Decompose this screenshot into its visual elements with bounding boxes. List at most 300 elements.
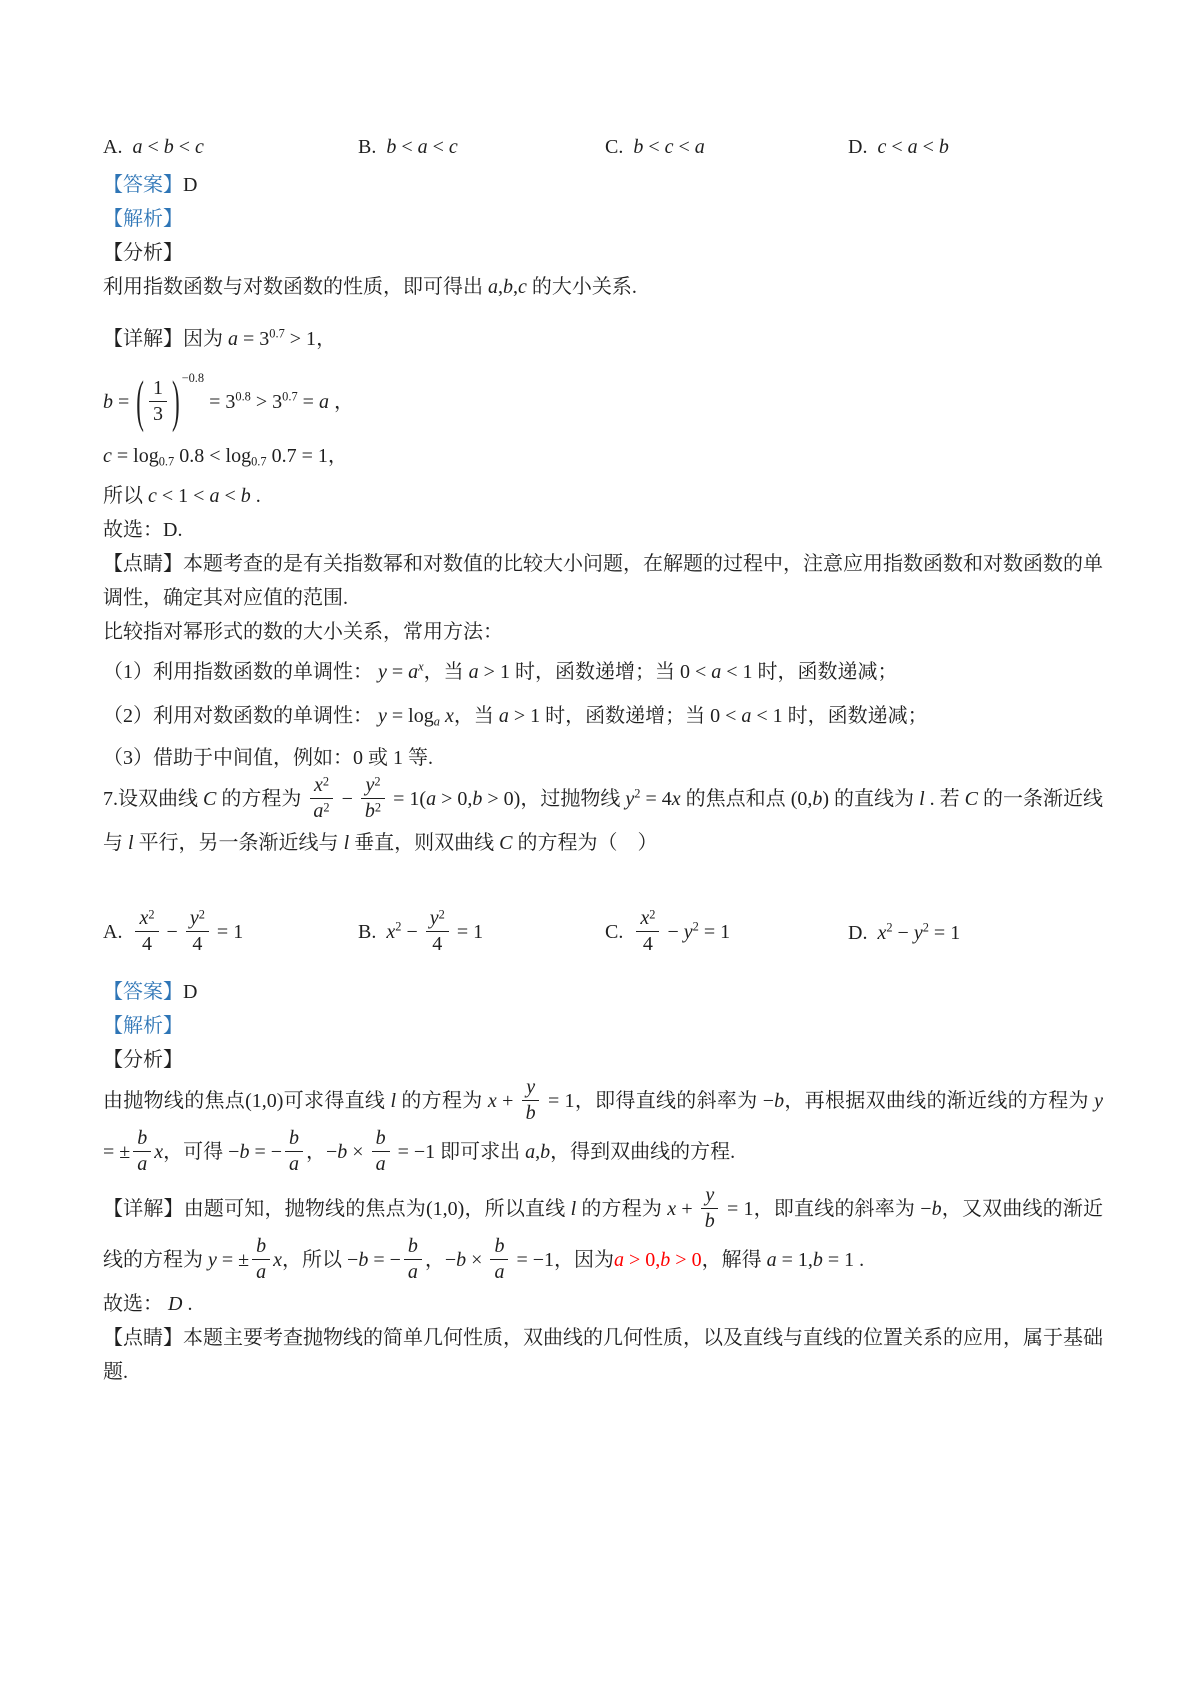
math-variable: x <box>487 1090 497 1113</box>
cjk-text: ，过抛物线 <box>520 788 626 811</box>
math-variable: b <box>358 1249 369 1272</box>
math-roman: = −1 <box>511 1249 555 1272</box>
math-variable: x <box>273 1249 283 1272</box>
math-roman: − <box>161 921 183 944</box>
cjk-text: ，得到双曲线的方程. <box>550 1141 736 1164</box>
math-variable: x <box>313 773 323 796</box>
math-variable: l <box>570 1198 577 1221</box>
q7-dianjing <box>103 1321 1103 1389</box>
q6-formula-c <box>103 439 1103 473</box>
cjk-text: 比较指对幂形式的数的大小关系，常用方法： <box>103 620 503 643</box>
superscript: 2 <box>634 786 641 801</box>
cjk-text: 的直线为 <box>829 788 920 811</box>
math-roman: = <box>113 391 135 414</box>
fraction-denominator <box>138 932 156 957</box>
cjk-text: 的大小关系. <box>526 276 637 298</box>
math-variable: C <box>964 788 978 811</box>
big-paren: ) <box>171 370 180 433</box>
fraction-numerator <box>310 773 333 799</box>
math-roman: > 1 <box>478 660 515 683</box>
math-variable: l <box>390 1090 397 1113</box>
math-variable: a <box>711 660 722 683</box>
math-variable: b <box>407 1234 418 1257</box>
option-cell <box>358 130 605 164</box>
cjk-text: 【分析】 <box>103 242 183 264</box>
cjk-text: 时，函数递增；当 <box>545 704 711 727</box>
math-variable: b <box>137 1126 148 1149</box>
fraction <box>149 376 167 427</box>
cjk-text: 平行，另一条渐近线与 <box>133 831 344 854</box>
math-variable: a <box>228 328 238 350</box>
superscript: 2 <box>886 920 893 935</box>
math-variable: b <box>163 136 174 158</box>
math-roman: > 1 <box>508 704 546 727</box>
math-variable: b <box>103 391 113 414</box>
q6-analysis-text <box>103 270 1103 304</box>
fraction-denominator <box>252 1260 270 1285</box>
q6-options-row <box>103 130 1103 164</box>
subscript: 0.7 <box>158 454 175 469</box>
q7-guxuan <box>103 1287 1103 1321</box>
superscript: 2 <box>395 919 402 934</box>
math-roman: D. <box>848 922 878 945</box>
math-roman: = 1 <box>211 921 244 944</box>
superscript: 0.7 <box>269 326 285 341</box>
fraction <box>135 906 158 957</box>
math-variable: b <box>364 799 375 822</box>
math-roman: − <box>347 1249 359 1272</box>
superscript: 2 <box>148 907 155 922</box>
math-variable: a <box>525 1141 536 1164</box>
option-cell <box>605 908 848 959</box>
q6-answer <box>103 168 1103 202</box>
math-variable: c <box>148 484 157 507</box>
math-variable: b <box>494 1234 505 1257</box>
cjk-text: （3）借助于中间值，例如： <box>103 746 353 769</box>
math-roman: > 0, <box>624 1249 661 1272</box>
section-label-blue: 【答案】 <box>103 174 183 196</box>
math-variable: b <box>503 276 513 298</box>
fraction <box>361 773 385 824</box>
math-roman: , <box>498 276 503 298</box>
math-roman: − <box>762 1090 775 1113</box>
cjk-text: 可求得直线 <box>283 1090 391 1113</box>
math-roman: = log <box>111 444 159 467</box>
math-roman: < <box>917 136 939 158</box>
math-variable: b <box>812 788 823 811</box>
cjk-text: ， <box>316 328 337 350</box>
fraction <box>636 906 659 957</box>
fraction <box>404 1234 422 1285</box>
cjk-text: 或 <box>363 746 393 769</box>
math-roman: 4 <box>432 932 443 955</box>
cjk-text: 即可求出 <box>440 1141 526 1164</box>
option-cell <box>848 916 1103 950</box>
fraction-numerator <box>135 906 158 932</box>
math-roman: < <box>142 136 164 158</box>
math-roman: = 1, <box>776 1249 813 1272</box>
fraction-numerator <box>404 1234 422 1260</box>
option-cell <box>103 130 358 164</box>
math-variable: b <box>386 136 397 158</box>
math-variable: C <box>203 788 217 811</box>
math-variable: a <box>132 136 143 158</box>
math-roman: , <box>535 1141 541 1164</box>
math-roman: < 1 < <box>156 484 210 507</box>
fraction-numerator <box>522 1075 539 1101</box>
math-variable: a <box>494 1260 505 1283</box>
math-roman: B. <box>358 136 387 158</box>
fraction-numerator <box>426 906 449 932</box>
fraction <box>372 1126 390 1177</box>
fraction <box>522 1075 540 1126</box>
math-roman: < 1 <box>721 660 758 683</box>
math-roman: = 1 <box>542 1090 575 1113</box>
math-variable: b <box>812 1249 823 1272</box>
math-roman: 3 <box>152 402 163 425</box>
math-roman: = 3 <box>238 328 270 350</box>
math-variable: a <box>426 788 437 811</box>
fraction-denominator <box>361 799 385 824</box>
math-variable: a <box>289 1152 299 1175</box>
fraction-denominator <box>133 1152 151 1177</box>
math-variable: C <box>499 831 513 854</box>
q7-options-row <box>103 908 1103 959</box>
math-roman: = 1( <box>388 788 427 811</box>
math-roman: − <box>892 922 914 945</box>
math-variable: y <box>913 922 923 945</box>
math-variable: b <box>472 788 483 811</box>
fraction-denominator <box>149 402 167 427</box>
math-roman: < <box>643 136 665 158</box>
math-variable: y <box>1094 1090 1104 1113</box>
cjk-text: 等. <box>403 746 433 769</box>
math-variable: a <box>694 136 705 158</box>
math-roman: > 0, <box>436 788 473 811</box>
math-roman: > 1 <box>284 328 317 350</box>
math-roman: 1 <box>152 376 163 399</box>
math-roman: 0.8 < log <box>174 444 252 467</box>
q7-fenxi-label <box>103 1043 1103 1077</box>
math-variable: a <box>256 1260 267 1283</box>
math-variable: b <box>660 1249 671 1272</box>
cjk-text: 7.设双曲线 <box>103 788 204 811</box>
math-roman: + <box>496 1090 519 1113</box>
math-variable: y <box>683 921 693 944</box>
cjk-text: ，因为 <box>554 1249 615 1272</box>
cjk-text: 【点睛】本题考查的是有关指数幂和对数值的比较大小问题，在解题的过程中，注意应用指数函数和对数函数的单调性，确定其对应值的范围. <box>103 552 1103 609</box>
math-roman: 0 < <box>710 704 742 727</box>
fraction-numerator <box>285 1126 303 1152</box>
math-variable: c <box>877 136 887 158</box>
q6-suoyi <box>103 479 1103 513</box>
cjk-text: ，再根据双曲线的渐近线的方程为 <box>784 1090 1095 1113</box>
math-roman: − <box>326 1141 338 1164</box>
math-roman: B. <box>358 921 387 944</box>
math-variable: a <box>468 660 479 683</box>
math-roman: (1,0) <box>245 1090 284 1113</box>
math-roman: = 1 <box>822 1249 855 1272</box>
fraction-denominator <box>285 1152 303 1177</box>
cjk-text: 时，函数递减； <box>757 660 898 683</box>
fraction-denominator <box>428 932 446 957</box>
q6-detail-line1 <box>103 322 1103 356</box>
superscript: 2 <box>649 907 656 922</box>
cjk-text: . <box>854 1249 865 1272</box>
section-label-blue: 【答案】 <box>103 980 183 1003</box>
cjk-text: 利用指数函数与对数函数的性质，即可得出 <box>103 276 488 298</box>
math-variable: x <box>139 906 149 929</box>
cjk-text: 【分析】 <box>103 1048 183 1071</box>
math-roman: = <box>386 660 409 683</box>
math-roman: D <box>183 174 198 196</box>
math-roman: D. <box>848 136 878 158</box>
q7-analysis-text <box>103 1077 1103 1179</box>
math-roman: < <box>886 136 908 158</box>
fraction-numerator <box>133 1126 151 1152</box>
math-variable: a <box>137 1152 148 1175</box>
fraction-denominator <box>188 932 206 957</box>
math-roman: < <box>396 136 418 158</box>
cjk-text: （1）利用指数函数的单调性： <box>103 660 378 683</box>
math-roman: = <box>297 391 319 414</box>
q6-formula-b <box>103 370 1103 433</box>
q7-detail-text <box>103 1185 1103 1287</box>
math-roman: 4 <box>192 932 203 955</box>
math-variable: y <box>526 1075 536 1098</box>
q6-dianjing <box>103 547 1103 615</box>
math-variable: b <box>289 1126 299 1149</box>
cjk-text: 的焦点和点 <box>680 788 791 811</box>
cjk-text: 时，函数递增；当 <box>514 660 680 683</box>
cjk-text: ，可得 <box>163 1141 229 1164</box>
math-variable: a <box>417 136 428 158</box>
superscript: 2 <box>374 800 382 815</box>
fraction <box>701 1183 719 1234</box>
superscript: 0.7 <box>282 389 298 404</box>
cjk-text: ，即直线的斜率为 <box>753 1198 921 1221</box>
math-variable: a <box>907 136 918 158</box>
math-variable: a <box>498 704 509 727</box>
math-variable: a <box>375 1152 386 1175</box>
math-roman: (0, <box>790 788 813 811</box>
option-cell <box>848 130 1103 164</box>
math-variable: l <box>343 831 350 854</box>
math-variable: y <box>429 906 439 929</box>
math-variable: b <box>633 136 644 158</box>
superscript: 0.8 <box>235 389 251 404</box>
math-variable: a <box>313 799 324 822</box>
math-variable: a <box>614 1249 625 1272</box>
math-roman: D. <box>163 518 183 541</box>
math-roman: A. <box>103 921 133 944</box>
math-roman: = 1 <box>721 1198 754 1221</box>
math-roman: 1 <box>393 746 403 769</box>
q6-fenxi-label <box>103 236 1103 270</box>
math-roman: C. <box>605 921 634 944</box>
cjk-text: ，所以直线 <box>464 1198 571 1221</box>
math-variable: x <box>671 788 681 811</box>
math-roman: = − <box>368 1249 401 1272</box>
fraction <box>186 906 209 957</box>
cjk-text: 所以 <box>103 484 148 507</box>
math-variable: l <box>128 831 134 854</box>
math-roman: − <box>228 1141 240 1164</box>
fraction-denominator <box>309 799 333 824</box>
math-variable: y <box>705 1183 715 1206</box>
q6-compare-intro <box>103 615 1103 649</box>
option-cell <box>103 908 358 959</box>
fraction-numerator <box>636 906 659 932</box>
math-roman: = ± <box>216 1249 250 1272</box>
math-roman: C. <box>605 136 634 158</box>
fraction-numerator <box>490 1234 508 1260</box>
math-variable: l <box>919 788 925 811</box>
math-roman: = 1 <box>928 922 961 945</box>
q7-answer <box>103 975 1103 1009</box>
math-roman: = ± <box>103 1141 131 1164</box>
cjk-text: 垂直，则双曲线 <box>349 831 500 854</box>
q7-question <box>103 775 1103 860</box>
math-variable: x <box>439 704 454 727</box>
cjk-text: ，当 <box>453 704 499 727</box>
math-roman: 0.7 = 1 <box>266 444 328 467</box>
cjk-text: 时，函数递减； <box>787 704 928 727</box>
fraction <box>426 906 449 957</box>
cjk-text: ，所以 <box>282 1249 348 1272</box>
math-roman: − <box>336 788 358 811</box>
math-roman: = log <box>386 704 434 727</box>
q7-jiexi-label <box>103 1009 1103 1043</box>
cjk-text: ， <box>328 391 354 414</box>
math-variable: c <box>664 136 674 158</box>
section-label-blue: 【解析】 <box>103 208 183 230</box>
q6-method1 <box>103 655 1103 689</box>
math-variable: c <box>195 136 204 158</box>
fraction-numerator <box>361 773 384 799</box>
math-variable: y <box>208 1249 217 1272</box>
fraction-denominator <box>372 1152 390 1177</box>
cjk-text: 的一条渐近线与 <box>103 788 1104 854</box>
cjk-text: 【详解】由题可知，抛物线的焦点为 <box>103 1198 426 1221</box>
fraction <box>285 1126 303 1177</box>
fraction-denominator <box>404 1260 422 1285</box>
math-variable: x <box>667 1198 677 1221</box>
math-roman: = 1 <box>698 921 731 944</box>
cjk-text: （2）利用对数函数的单调性： <box>103 704 378 727</box>
math-roman: (1,0) <box>425 1198 465 1221</box>
q6-method2 <box>103 699 1103 733</box>
fraction <box>133 1126 151 1177</box>
section-label-blue: 【解析】 <box>103 1014 183 1037</box>
q6-method3 <box>103 741 1103 775</box>
math-roman: < <box>427 136 449 158</box>
math-variable: b <box>704 1209 715 1232</box>
document-content <box>103 130 1103 1389</box>
red-emphasis <box>614 1249 702 1271</box>
math-variable: c <box>103 444 112 467</box>
option-cell <box>605 130 848 164</box>
math-variable: a <box>408 660 419 683</box>
big-paren: ( <box>136 370 144 433</box>
math-variable: x <box>154 1141 164 1164</box>
math-variable: b <box>256 1234 267 1257</box>
math-variable: b <box>540 1141 551 1164</box>
superscript: 2 <box>323 800 330 815</box>
math-variable: x <box>640 906 650 929</box>
math-roman: 4 <box>642 932 653 955</box>
math-variable: b <box>938 136 949 158</box>
math-roman: A. <box>103 136 133 158</box>
math-roman: ) <box>822 788 830 811</box>
superscript: 2 <box>922 920 929 935</box>
fraction-numerator <box>252 1234 270 1260</box>
math-roman: × <box>466 1249 488 1272</box>
cjk-text: 由抛物线的焦点 <box>103 1090 246 1113</box>
subscript: a <box>433 714 440 729</box>
math-roman: > 3 <box>250 391 283 414</box>
option-cell <box>358 908 605 959</box>
cjk-text: 【详解】因为 <box>103 328 228 350</box>
math-variable: a <box>407 1260 418 1283</box>
superscript: 2 <box>438 907 445 922</box>
math-roman: < 1 <box>751 704 788 727</box>
fraction-numerator <box>701 1183 718 1209</box>
cjk-text: . <box>182 1292 193 1315</box>
cjk-text: ，又双曲线的渐近线的方程为 <box>103 1198 1104 1272</box>
math-roman: × <box>347 1141 369 1164</box>
fraction-numerator <box>372 1126 390 1152</box>
math-variable: a <box>209 484 220 507</box>
cjk-text: ，解得 <box>701 1249 767 1272</box>
math-variable: y <box>378 660 387 683</box>
cjk-text: 的方程为 <box>216 788 307 811</box>
math-roman: = 4 <box>640 788 672 811</box>
math-variable: b <box>931 1198 942 1221</box>
fraction-denominator <box>639 932 657 957</box>
math-variable: a <box>741 704 752 727</box>
math-variable: b <box>456 1249 467 1272</box>
math-roman: = 3 <box>204 391 236 414</box>
math-variable: c <box>448 136 458 158</box>
math-roman: < <box>173 136 196 158</box>
math-roman: > 0 <box>670 1249 702 1272</box>
cjk-text: . <box>250 484 261 507</box>
math-roman: 0 <box>353 746 363 769</box>
superscript: −0.8 <box>181 371 205 385</box>
cjk-text: 的方程为 <box>396 1090 488 1113</box>
fraction-numerator <box>149 376 167 402</box>
math-variable: b <box>240 484 251 507</box>
cjk-text: 的方程为（ ） <box>512 831 658 854</box>
math-variable: b <box>774 1090 785 1113</box>
math-variable: b <box>375 1126 386 1149</box>
math-roman: > 0) <box>482 788 521 811</box>
math-variable: y <box>378 704 387 727</box>
superscript: 2 <box>322 774 330 789</box>
math-variable: b <box>239 1141 250 1164</box>
cjk-text: 的方程为 <box>576 1198 668 1221</box>
math-roman: D <box>183 980 198 1003</box>
cjk-text: ， <box>306 1141 326 1164</box>
cjk-text: 故选： <box>103 518 163 541</box>
superscript: 2 <box>692 919 699 934</box>
subscript: 0.7 <box>251 454 267 469</box>
superscript: x <box>418 659 424 674</box>
cjk-text: 故选： <box>103 1292 168 1315</box>
math-variable: y <box>365 773 375 796</box>
fraction <box>490 1234 508 1285</box>
